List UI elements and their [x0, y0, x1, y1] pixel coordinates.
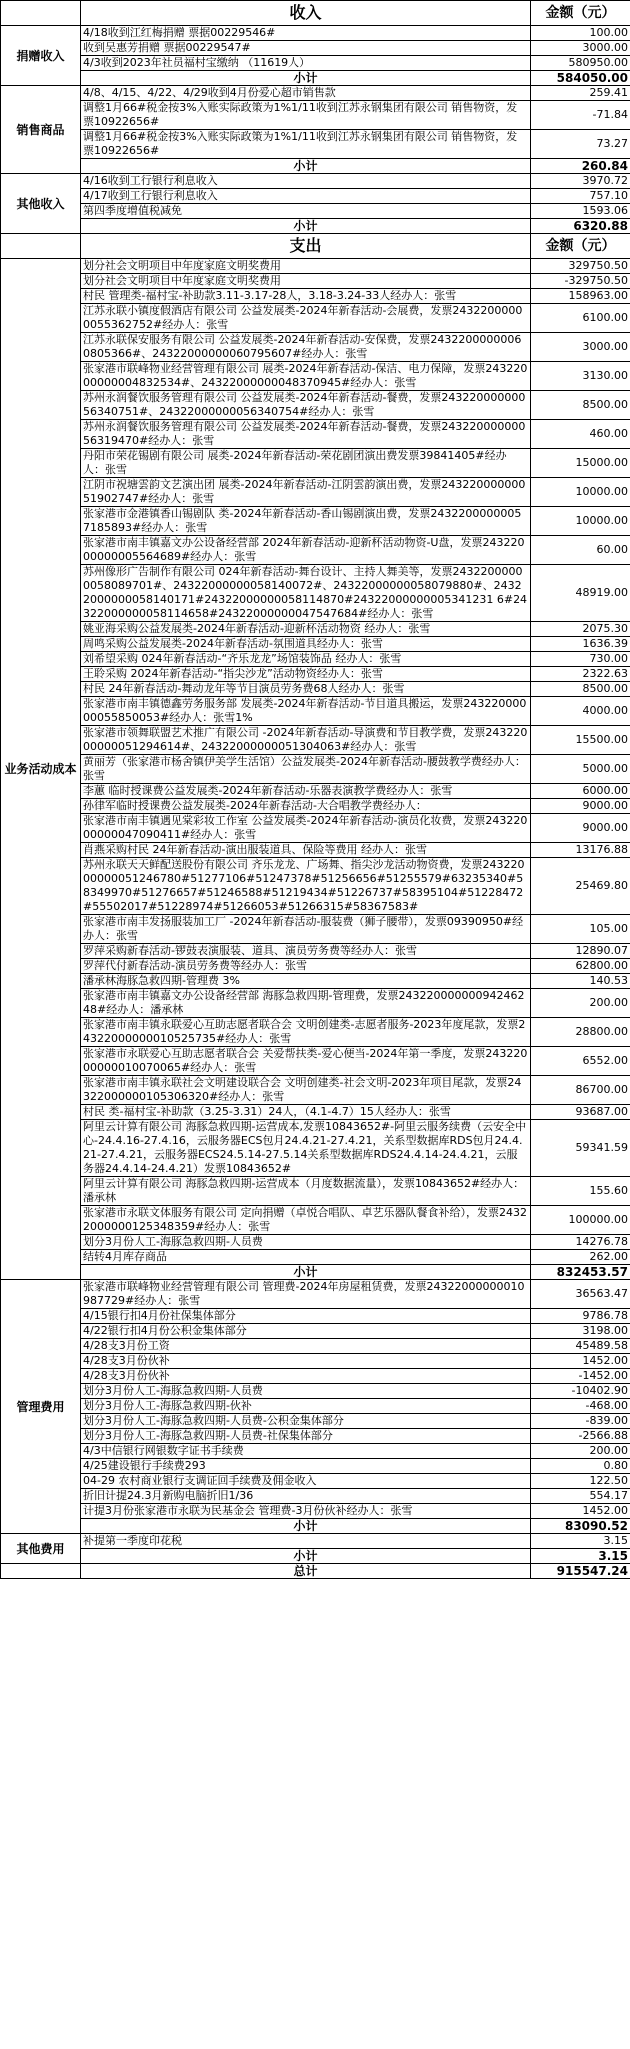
table-row — [1, 204, 630, 219]
row-amount: 2322.63 — [531, 667, 630, 682]
row-description: 江苏永联小镇度假酒店有限公司 公益发展类-2024年新春活动-会展费，发票24322000000055362752#经办人：张雪 — [81, 304, 531, 333]
table-row — [1, 1339, 630, 1354]
row-description: 4/17收到工行银行利息收入 — [81, 189, 531, 204]
row-amount: 9786.78 — [531, 1309, 630, 1324]
row-description: 苏州永联天天鲜配送股份有限公司 齐乐龙龙、广场舞、指尖沙龙活动物资费，发票24322000000051246780#51277106#51247378#51256656#51255579#63235340#58349970#51276657#51246588#51219434#51226737#58395104#51228472#55502017#51228974#51266053#51266315#58367583# — [81, 858, 531, 915]
row-amount: 3970.72 — [531, 174, 630, 189]
table-row — [1, 1076, 630, 1105]
row-amount: 3130.00 — [531, 362, 630, 391]
table-row — [1, 1384, 630, 1399]
table-row — [1, 565, 630, 622]
row-description: 张家港市南丰镇遇见棠彩妆工作室 公益发展类-2024年新春活动-演员化妆费，发票24322000000047090411#经办人：张雪 — [81, 814, 531, 843]
row-amount: 3.15 — [531, 1534, 630, 1549]
subtotal-amount: 260.84 — [531, 159, 630, 174]
subtotal-label: 小计 — [81, 71, 531, 86]
income-header-title: 收入 — [81, 1, 531, 26]
table-row — [1, 86, 630, 101]
table-row — [1, 1369, 630, 1384]
row-amount: 9000.00 — [531, 799, 630, 814]
row-description: 张家港市南丰镇永联社会文明建设联合会 文明创建类-社会文明-2023年项目尾款，发票24322000000105306320#经办人：张雪 — [81, 1076, 531, 1105]
table-row — [1, 362, 630, 391]
table-row — [1, 1047, 630, 1076]
category-label: 其他收入 — [1, 174, 81, 234]
row-description: 张家港市南丰镇永联爱心互助志愿者联合会 文明创建类-志愿者服务-2023年度尾款，发票24322000000010525735#经办人：张雪 — [81, 1018, 531, 1047]
row-description: 补提第一季度印花税 — [81, 1534, 531, 1549]
subtotal-amount: 3.15 — [531, 1549, 630, 1564]
table-row — [1, 41, 630, 56]
row-description: 江阴市祝塘雲韵文艺演出团 展类-2024年新春活动-江阴雲韵演出费，发票24322000000051902747#经办人：张雪 — [81, 478, 531, 507]
row-amount: 10000.00 — [531, 478, 630, 507]
grand-total-label: 总计 — [81, 1564, 531, 1579]
subtotal-row — [1, 1265, 630, 1280]
row-description: 潘承林海豚急救四期-管理费 3% — [81, 974, 531, 989]
table-row — [1, 289, 630, 304]
row-description: 调整1月66#税金按3%入账实际政策为1%1/11收到江苏永钢集团有限公司 销售物资，发票10922656# — [81, 101, 531, 130]
row-amount: 5000.00 — [531, 755, 630, 784]
table-row — [1, 1429, 630, 1444]
row-amount: 12890.07 — [531, 944, 630, 959]
row-amount: 45489.58 — [531, 1339, 630, 1354]
subtotal-row — [1, 219, 630, 234]
row-amount: 6100.00 — [531, 304, 630, 333]
row-amount: 200.00 — [531, 1444, 630, 1459]
table-row — [1, 449, 630, 478]
row-description: 张家港市南丰镇嘉文办公设备经营部 2024年新春活动-迎新杯活动物资-U盘，发票24322000000005564689#经办人：张雪 — [81, 536, 531, 565]
row-description: 丹阳市荣花锡剧有限公司 展类-2024年新春活动-荣花剧团演出费发票39841405#经办人：张雪 — [81, 449, 531, 478]
table-row — [1, 814, 630, 843]
row-amount: 8500.00 — [531, 391, 630, 420]
table-row — [1, 1177, 630, 1206]
row-description: 姚亚海采购公益发展类-2024年新春活动-迎新杯活动物资 经办人：张雪 — [81, 622, 531, 637]
row-description: 阿里云计算有限公司 海豚急救四期-运营成本,发票10843652#-阿里云服务续费（云安全中心-24.4.16-27.4.16，云服务器ECS包月24.4.21-27.4.21，关系型数据库RDS包月24.4.21-27.4.21，云服务器ECS24.5.14-27.5.14关系型数据库RDS24.4.14-24.4.21，云服务器24.4.14-24.4.21）发票10843652# — [81, 1120, 531, 1177]
row-description: 第四季度增值税减免 — [81, 204, 531, 219]
row-amount: 1636.39 — [531, 637, 630, 652]
row-amount: 200.00 — [531, 989, 630, 1018]
table-row — [1, 944, 630, 959]
table-row — [1, 1354, 630, 1369]
row-amount: 100.00 — [531, 26, 630, 41]
row-amount: 93687.00 — [531, 1105, 630, 1120]
row-description: 收到吴惠芳捐赠 票据00229547# — [81, 41, 531, 56]
row-amount: 262.00 — [531, 1250, 630, 1265]
table-row — [1, 1474, 630, 1489]
row-amount: 460.00 — [531, 420, 630, 449]
table-row — [1, 1250, 630, 1265]
row-description: 张家港市联峰物业经营管理有限公司 管理费-2024年房屋租赁费，发票24322000000010987729#经办人：张雪 — [81, 1280, 531, 1309]
table-row — [1, 1444, 630, 1459]
row-amount: -839.00 — [531, 1414, 630, 1429]
row-amount: -468.00 — [531, 1399, 630, 1414]
table-row — [1, 637, 630, 652]
table-row — [1, 189, 630, 204]
table-row — [1, 799, 630, 814]
row-description: 计提3月份张家港市永联为民基金会 管理费-3月份伙补经办人：张雪 — [81, 1504, 531, 1519]
table-row — [1, 130, 630, 159]
table-row — [1, 915, 630, 944]
row-description: 张家港市南丰发扬服装加工厂 -2024年新春活动-服装费（狮子腰带），发票09390950#经办人：张雪 — [81, 915, 531, 944]
row-amount: 1452.00 — [531, 1354, 630, 1369]
expense-header-amount-label: 金额（元） — [531, 234, 630, 259]
expense-header-blank — [1, 234, 81, 259]
row-amount: 105.00 — [531, 915, 630, 944]
row-description: 罗萍采购新春活动-锣鼓表演服装、道具、演员劳务费等经办人：张雪 — [81, 944, 531, 959]
row-description: 村民 类-福村宝-补助款（3.25-3.31）24人，（4.1-4.7）15人经办人：张雪 — [81, 1105, 531, 1120]
row-amount: 6552.00 — [531, 1047, 630, 1076]
row-description: 划分社会文明项目中年度家庭文明奖费用 — [81, 274, 531, 289]
table-row — [1, 858, 630, 915]
row-amount: 580950.00 — [531, 56, 630, 71]
table-row — [1, 1309, 630, 1324]
table-row — [1, 622, 630, 637]
table-row — [1, 1280, 630, 1309]
table-row — [1, 391, 630, 420]
subtotal-label: 小计 — [81, 1519, 531, 1534]
row-description: 苏州永润餐饮服务管理有限公司 公益发展类-2024年新春活动-餐费，发票24322000000056340751#、24322000000056340754#经办人：张雪 — [81, 391, 531, 420]
table-row — [1, 989, 630, 1018]
table-row — [1, 1414, 630, 1429]
table-row — [1, 755, 630, 784]
category-label: 捐赠收入 — [1, 26, 81, 86]
row-description: 4/28支3月份伙补 — [81, 1354, 531, 1369]
subtotal-row — [1, 71, 630, 86]
row-description: 孙律军临时授课费公益发展类-2024年新春活动-大合唱教学费经办人： — [81, 799, 531, 814]
row-description: 结转4月库存商品 — [81, 1250, 531, 1265]
row-description: 4/3中信银行网银数字证书手续费 — [81, 1444, 531, 1459]
row-description: 划分3月份人工-海豚急救四期-人员费-公积金集体部分 — [81, 1414, 531, 1429]
row-amount: 36563.47 — [531, 1280, 630, 1309]
table-row — [1, 333, 630, 362]
row-amount: 757.10 — [531, 189, 630, 204]
subtotal-label: 小计 — [81, 159, 531, 174]
row-amount: 3000.00 — [531, 333, 630, 362]
row-amount: 3198.00 — [531, 1324, 630, 1339]
table-row — [1, 1206, 630, 1235]
row-amount: 6000.00 — [531, 784, 630, 799]
table-row — [1, 974, 630, 989]
row-description: 4/22银行扣4月份公积金集体部分 — [81, 1324, 531, 1339]
row-description: 划分3月份人工-海豚急救四期-伙补 — [81, 1399, 531, 1414]
table-row — [1, 536, 630, 565]
table-row — [1, 1324, 630, 1339]
row-description: 4/3收到2023年社员福村宝缴纳 （11619人） — [81, 56, 531, 71]
row-description: 调整1月66#税金按3%入账实际政策为1%1/11收到江苏永钢集团有限公司 销售物资，发票10922656# — [81, 130, 531, 159]
row-amount: 13176.88 — [531, 843, 630, 858]
table-row — [1, 304, 630, 333]
category-label: 其他费用 — [1, 1534, 81, 1564]
row-amount: 122.50 — [531, 1474, 630, 1489]
row-description: 划分3月份人工-海豚急救四期-人员费 — [81, 1384, 531, 1399]
subtotal-amount: 584050.00 — [531, 71, 630, 86]
row-description: 张家港市永联文体服务有限公司 定向捐赠（卓悦合唱队、卓艺乐器队餐食补给），发票24322000000125348359#经办人：张雪 — [81, 1206, 531, 1235]
row-description: 折旧计提24.3月新购电脑折旧1/36 — [81, 1489, 531, 1504]
grand-total-amount: 915547.24 — [531, 1564, 630, 1579]
row-description: 黄丽芳（张家港市杨舍镇伊美学生活馆）公益发展类-2024年新春活动-腰鼓教学费经办人：张雪 — [81, 755, 531, 784]
table-row — [1, 1235, 630, 1250]
row-description: 王聆采购 2024年新春活动-“指尖沙龙”活动物资经办人：张雪 — [81, 667, 531, 682]
row-amount: 1452.00 — [531, 1504, 630, 1519]
table-row — [1, 1504, 630, 1519]
category-label: 管理费用 — [1, 1280, 81, 1534]
row-amount: -71.84 — [531, 101, 630, 130]
subtotal-amount: 832453.57 — [531, 1265, 630, 1280]
row-amount: 100000.00 — [531, 1206, 630, 1235]
row-amount: 14276.78 — [531, 1235, 630, 1250]
row-description: 张家港市联峰物业经营管理有限公司 展类-2024年新春活动-保洁、电力保障，发票24322000000004832534#、24322000000048370945#经办人：张雪 — [81, 362, 531, 391]
row-description: 村民 24年新春活动-舞动龙年等节目演员劳务费68人经办人：张雪 — [81, 682, 531, 697]
table-row — [1, 274, 630, 289]
row-amount: 4000.00 — [531, 697, 630, 726]
row-amount: -1452.00 — [531, 1369, 630, 1384]
expense-header-title: 支出 — [81, 234, 531, 259]
row-amount: 25469.80 — [531, 858, 630, 915]
row-amount: 59341.59 — [531, 1120, 630, 1177]
table-row — [1, 174, 630, 189]
row-amount: 155.60 — [531, 1177, 630, 1206]
row-amount: -10402.90 — [531, 1384, 630, 1399]
table-row — [1, 726, 630, 755]
row-description: 江苏永联保安服务有限公司 公益发展类-2024年新春活动-安保费，发票24322000000060805366#、24322000000060795607#经办人：张雪 — [81, 333, 531, 362]
row-description: 04-29 农村商业银行支调证回手续费及佣金收入 — [81, 1474, 531, 1489]
row-description: 张家港市金港镇香山锡剧队 类-2024年新春活动-香山锡剧演出费，发票24322000000057185893#经办人：张雪 — [81, 507, 531, 536]
table-row — [1, 1399, 630, 1414]
row-amount: 2075.30 — [531, 622, 630, 637]
row-description: 4/8、4/15、4/22、4/29收到4月份爱心超市销售款 — [81, 86, 531, 101]
subtotal-label: 小计 — [81, 1549, 531, 1564]
row-amount: 8500.00 — [531, 682, 630, 697]
row-amount: 259.41 — [531, 86, 630, 101]
row-amount: 15000.00 — [531, 449, 630, 478]
table-row — [1, 420, 630, 449]
table-row — [1, 1459, 630, 1474]
row-description: 张家港市领舞联盟艺术推广有限公司 -2024年新春活动-导演费和节目教学费，发票24322000000051294614#、24322000000051304063#经办人：张雪 — [81, 726, 531, 755]
row-description: 4/18收到江红梅捐赠 票据00229546# — [81, 26, 531, 41]
row-description: 4/25建设银行手续费293 — [81, 1459, 531, 1474]
subtotal-row — [1, 159, 630, 174]
row-description: 4/28支3月份工资 — [81, 1339, 531, 1354]
row-description: 划分3月份人工-海豚急救四期-人员费 — [81, 1235, 531, 1250]
row-amount: 9000.00 — [531, 814, 630, 843]
table-row — [1, 101, 630, 130]
row-description: 肖燕采购村民 24年新春活动-演出服装道具、保险等费用 经办人：张雪 — [81, 843, 531, 858]
row-amount: 0.80 — [531, 1459, 630, 1474]
table-row — [1, 784, 630, 799]
subtotal-label: 小计 — [81, 219, 531, 234]
table-row — [1, 667, 630, 682]
table-row — [1, 259, 630, 274]
row-amount: 158963.00 — [531, 289, 630, 304]
grand-total-blank — [1, 1564, 81, 1579]
row-description: 4/16收到工行银行利息收入 — [81, 174, 531, 189]
table-row — [1, 697, 630, 726]
row-amount: 554.17 — [531, 1489, 630, 1504]
expense-header-row — [1, 234, 630, 259]
subtotal-row — [1, 1519, 630, 1534]
subtotal-label: 小计 — [81, 1265, 531, 1280]
table-row — [1, 56, 630, 71]
table-row — [1, 507, 630, 536]
row-amount: 73.27 — [531, 130, 630, 159]
table-row — [1, 843, 630, 858]
row-amount: 15500.00 — [531, 726, 630, 755]
row-description: 划分3月份人工-海豚急救四期-人员费-社保集体部分 — [81, 1429, 531, 1444]
row-amount: 329750.50 — [531, 259, 630, 274]
row-description: 4/28支3月份伙补 — [81, 1369, 531, 1384]
income-header-amount-label: 金额（元） — [531, 1, 630, 26]
row-amount: 62800.00 — [531, 959, 630, 974]
row-description: 村民 管理类-福村宝-补助款3.11-3.17-28人，3.18-3.24-33人经办人：张雪 — [81, 289, 531, 304]
income-header-row — [1, 1, 630, 26]
row-description: 张家港市南丰镇德鑫劳务服务部 发展类-2024年新春活动-节目道具搬运，发票24322000000055850053#经办人：张雪1% — [81, 697, 531, 726]
row-description: 李蕙 临时授课费公益发展类-2024年新春活动-乐器表演教学费经办人：张雪 — [81, 784, 531, 799]
row-description: 张家港市南丰镇嘉文办公设备经营部 海豚急救四期-管理费，发票24322000000094246248#经办人：潘承林 — [81, 989, 531, 1018]
table-row — [1, 478, 630, 507]
row-description: 张家港市永联爱心互助志愿者联合会 关爱帮扶类-爱心便当-2024年第一季度，发票24322000000010070065#经办人：张雪 — [81, 1047, 531, 1076]
row-description: 周鸣采购公益发展类-2024年新春活动-氛围道具经办人：张雪 — [81, 637, 531, 652]
table-row — [1, 682, 630, 697]
row-description: 刘希望采购 024年新春活动-“齐乐龙龙”场馆装饰品 经办人：张雪 — [81, 652, 531, 667]
table-row — [1, 1105, 630, 1120]
row-amount: 28800.00 — [531, 1018, 630, 1047]
subtotal-row — [1, 1549, 630, 1564]
row-amount: 730.00 — [531, 652, 630, 667]
row-description: 苏州像形广告制作有限公司 024年新春活动-舞台设计、主持人舞美等，发票24322000000058089701#、24322000000058140072#、24322000000058079880#、24322000000058140171#24322000000058114870#24322000000005341231 6#24322000000058114658#24322000000047547684#经办人：张雪 — [81, 565, 531, 622]
table-row — [1, 652, 630, 667]
income-header-blank — [1, 1, 81, 26]
grand-total-row — [1, 1564, 630, 1579]
table-row — [1, 26, 630, 41]
row-amount: -329750.50 — [531, 274, 630, 289]
row-description: 4/15银行扣4月份社保集体部分 — [81, 1309, 531, 1324]
table-row — [1, 1120, 630, 1177]
row-amount: 10000.00 — [531, 507, 630, 536]
row-description: 苏州永润餐饮服务管理有限公司 公益发展类-2024年新春活动-餐费，发票24322000000056319470#经办人：张雪 — [81, 420, 531, 449]
table-row — [1, 959, 630, 974]
table-row — [1, 1489, 630, 1504]
row-amount: 140.53 — [531, 974, 630, 989]
table-row — [1, 1534, 630, 1549]
row-amount: 48919.00 — [531, 565, 630, 622]
category-label: 销售商品 — [1, 86, 81, 174]
row-amount: 1593.06 — [531, 204, 630, 219]
row-amount: 86700.00 — [531, 1076, 630, 1105]
subtotal-amount: 6320.88 — [531, 219, 630, 234]
table-row — [1, 1018, 630, 1047]
row-description: 罗萍代付新春活动-演员劳务费等经办人：张雪 — [81, 959, 531, 974]
row-description: 阿里云计算有限公司 海豚急救四期-运营成本（月度数据流量），发票10843652#经办人：潘承林 — [81, 1177, 531, 1206]
row-amount: -2566.88 — [531, 1429, 630, 1444]
subtotal-amount: 83090.52 — [531, 1519, 630, 1534]
row-amount: 3000.00 — [531, 41, 630, 56]
category-label: 业务活动成本 — [1, 259, 81, 1280]
row-description: 划分社会文明项目中年度家庭文明奖费用 — [81, 259, 531, 274]
row-amount: 60.00 — [531, 536, 630, 565]
